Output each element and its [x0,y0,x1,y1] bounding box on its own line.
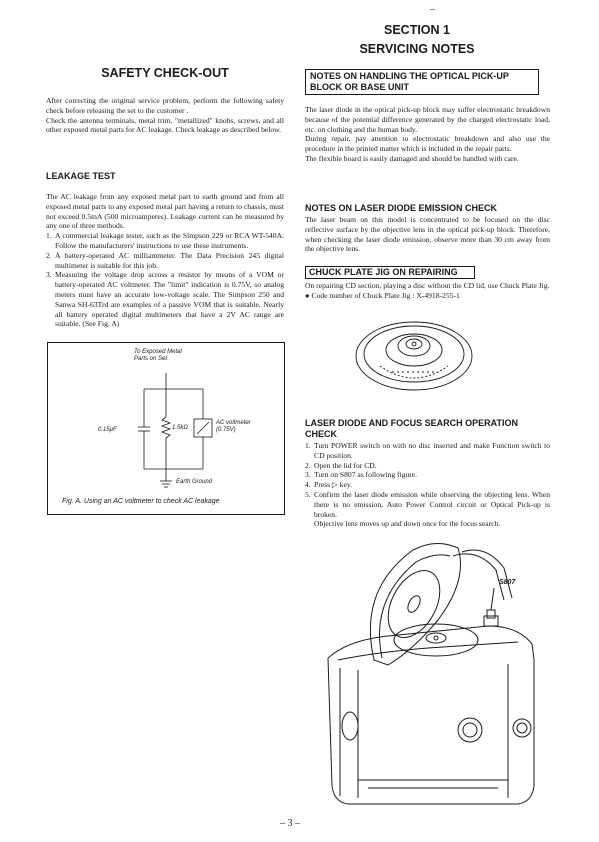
laser-emission-title: NOTES ON LASER DIODE EMISSION CHECK [305,203,498,213]
focus-title-line2: CHECK [305,429,338,439]
item-number: 5. [305,489,311,499]
section-title: SERVICING NOTES [359,42,475,56]
top-dash: – [430,4,435,15]
item-number: 4. [305,480,311,490]
focus-after-text: Objective lens moves up and down once for the focus search. [314,519,501,529]
chuck-text: On repairing CD section, playing a disc without the CD lid, use Chuck Plate Jig. [305,281,550,290]
item-text: Turn POWER switch on with no disc inserted and make Function switch to CD position. [314,441,550,460]
fig-a-top-label: To Exposed Metal Parts on Set [134,349,182,362]
list-item [46,251,284,271]
item-number: 3. [46,270,52,280]
chuck-code: Code number of Chuck Plate Jig : X-4918-255-1 [311,290,460,300]
safety-intro-1: After correcting the original service problem, perform the following safety check before releasing the set to the customer . [46,96,284,115]
item-text: Confirm the laser diode emission while observing the objecting lens. When there is no emission, Auto Power Control circuit or Optical Pick-up is broken. [314,489,550,519]
item-text: A commercial leakage tester, such as the Simpson 229 or RCA WT-540A. Follow the manufacturers' instructions to use these instruments. [55,231,284,250]
item-number: 1. [305,441,311,450]
list-item [305,490,550,519]
optical-title-line1: NOTES ON HANDLING THE OPTICAL PICK-UP [310,71,509,81]
leakage-body [46,192,284,329]
figure-a-box [47,342,285,515]
optical-body [305,105,550,164]
leakage-list [46,231,284,329]
list-item [46,231,284,251]
safety-title: SAFETY CHECK-OUT [101,66,229,80]
list-item [305,470,550,480]
focus-body [305,441,550,529]
optical-title-box [305,69,539,95]
focus-list [305,441,550,519]
item-number: 2. [305,460,311,470]
item-text: Turn on S807 as following figure. [314,470,418,480]
fig-a-res-label: 1.5kΩ [172,425,188,431]
focus-title-line1: LASER DIODE AND FOCUS SEARCH OPERATION [305,418,519,428]
fig-a-ground-label: Earth Ground [176,479,213,485]
section-number: SECTION 1 [384,23,450,37]
bullet-icon: ● [305,290,310,300]
page-number: – 3 – [280,818,300,829]
item-text: Open the lid for CD. [314,460,377,470]
fig-a-caption: Fig. A. Using an AC voltmeter to check AC leakage [62,498,220,505]
fig-a-meter-label: AC voltmeter (0.75V) [216,420,251,433]
item-number: 3. [305,470,311,480]
chuck-body [305,281,550,301]
list-item [305,480,550,490]
chuck-title: CHUCK PLATE JIG ON REPAIRING [305,266,475,279]
focus-title [305,418,545,440]
item-number: 1. [46,231,52,241]
safety-intro-2: Check the antenna terminals, metal trim, "metallized" knobs, screws, and all other exposed metal parts for AC leakage. Check leakage as described below. [46,115,284,135]
leakage-intro: The AC leakage from any exposed metal part to earth ground and from all exposed metal parts to any exposed metal part having a return to chassis, must not exceed 0.5mA (500 microamperes). Leakage current can be measured by any one of three methods. [46,192,284,231]
optical-p1: The laser diode in the optical pick-up block may suffer electrostatic breakdown because of the potential difference generated by the charged electrostatic load, etc. on clothing and the human body. [305,105,550,134]
list-item [305,461,550,471]
item-text: Measuring the voltage drop across a resistor by means of a VOM or battery-operated AC voltmeter. The "limit" indication is 0.75V, so analog meters must have an accurate low-voltage scale. The Simpson 250 and Sanwa SH-63Trd are examples of a passive VOM that is suitable. Nearly all battery operated digital multimeters that have a 2V AC range are suitable. (See Fig. A) [55,270,284,329]
chuck-code-line [305,291,550,301]
item-number: 2. [46,250,52,260]
list-item [305,441,550,461]
chuck-plate-jig-illustration [352,314,476,396]
leakage-title: LEAKAGE TEST [46,171,116,181]
optical-title-line2: BLOCK OR BASE UNIT [310,82,409,92]
cd-unit-illustration [318,540,558,810]
s807-label: S807 [499,579,516,586]
optical-p3: The flexible board is easily damaged and should be handled with care. [305,153,519,163]
optical-p2: During repair, pay attention to electrostatic breakdown and also use the procedure in the printed matter which is included in the repair parts. [305,134,550,154]
list-item [46,270,284,329]
fig-a-cap-label: 0.15μF [98,427,117,433]
item-text: Press ▷ key. [314,480,353,490]
item-text: A battery-operated AC milliammeter. The Data Precision 245 digital multimeter is suitable for this job. [55,250,284,270]
safety-intro [46,96,284,135]
laser-emission-text: The laser beam on this model is concentrated to be focused on the disc reflective surface by the objective lens in the optical pick-up block. Therefore, when checking the laser diode emission, observe more than 30 cm away from the objective lens. [305,215,550,254]
